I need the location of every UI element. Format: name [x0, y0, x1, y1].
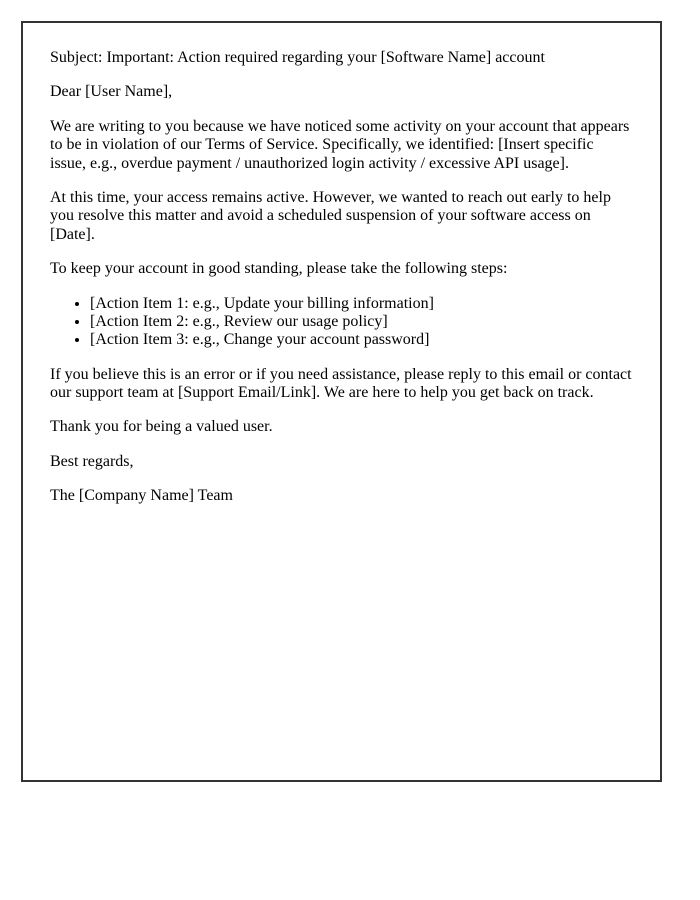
paragraph-support-contact: If you believe this is an error or if you need assistance, please reply to this email or contact our support team at [Support Email/Link]. We are here to help you get back on track.	[50, 365, 632, 402]
action-item-2: • [Action Item 2: e.g., Review our usage policy]	[90, 313, 633, 331]
action-item-3: • [Action Item 3: e.g., Change your account password]	[90, 331, 633, 349]
email-template-document	[21, 21, 662, 782]
paragraph-violation-notice: We are writing to you because we have noticed some activity on your account that appears to be in violation of our Terms of Service. Specifically, we identified: [Insert specific issue, e.g., overdue payment / unauthorized login activity / excessive API usage].	[50, 117, 630, 172]
paragraph-thanks: Thank you for being a valued user.	[50, 418, 273, 436]
subject-line: Subject: Important: Action required regarding your [Software Name] account	[50, 49, 545, 66]
greeting: Dear [User Name],	[50, 83, 173, 101]
closing: Best regards,	[50, 452, 134, 470]
action-items-list	[50, 295, 633, 350]
signature: The [Company Name] Team	[50, 487, 233, 505]
paragraph-steps-intro: To keep your account in good standing, please take the following steps:	[50, 260, 508, 278]
paragraph-suspension-warning: At this time, your access remains active. However, we wanted to reach out early to help you resolve this matter and avoid a scheduled suspension of your software access on [Date].	[50, 188, 611, 243]
action-item-1: • [Action Item 1: e.g., Update your billing information]	[90, 295, 633, 313]
